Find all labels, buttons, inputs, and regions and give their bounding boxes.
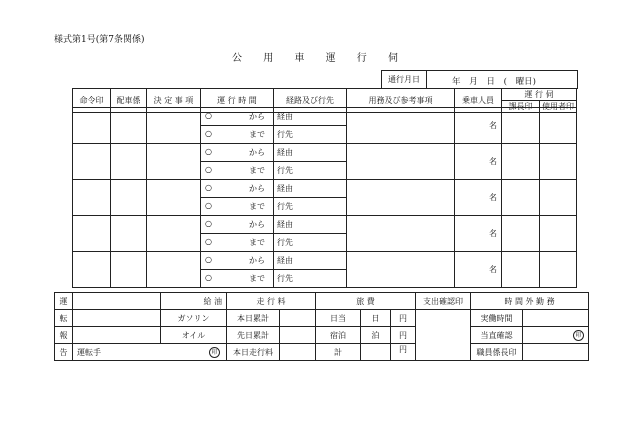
dest-cell[interactable] — [274, 198, 347, 216]
operation-rows — [72, 107, 577, 288]
dest-cell[interactable] — [274, 126, 347, 144]
via-label: 経由 — [277, 184, 293, 193]
duty-confirm-seal[interactable] — [523, 327, 589, 344]
order-seal-cell[interactable] — [73, 108, 111, 144]
decision-cell[interactable] — [147, 216, 201, 252]
date-label: 通行月日 — [382, 71, 427, 88]
dest-label: 行先 — [277, 166, 293, 175]
user-seal-cell[interactable] — [540, 180, 577, 216]
night-label: 泊 — [361, 327, 391, 344]
duty-confirm-label: 当直確認 — [471, 327, 523, 344]
report-side-4: 告 — [55, 344, 73, 361]
header-decision: 決 定 事 項 — [147, 89, 201, 113]
date-value[interactable]: 年 月 日 ( 曜日) — [452, 77, 536, 87]
confirm-seal-label: 支出確認印 — [416, 293, 471, 310]
driver-label: 運転手 — [77, 347, 101, 357]
report-side-2: 転 — [55, 310, 73, 327]
report-side-1: 運 — [55, 293, 73, 310]
dispatch-cell[interactable] — [111, 252, 147, 288]
from-label: から — [249, 184, 265, 193]
staff-chief-label: 職員係長印 — [471, 344, 523, 361]
driver-field[interactable] — [73, 344, 227, 361]
dest-label: 行先 — [277, 274, 293, 283]
seal-icon: 印 — [573, 330, 584, 341]
date-box — [381, 70, 578, 89]
decision-cell[interactable] — [147, 252, 201, 288]
via-label: 経由 — [277, 148, 293, 157]
circle-mark: ○ — [205, 219, 212, 228]
decision-cell[interactable] — [147, 108, 201, 144]
dest-label: 行先 — [277, 238, 293, 247]
passengers-cell[interactable] — [455, 144, 502, 180]
via-cell[interactable] — [274, 252, 347, 270]
dest-cell[interactable] — [274, 162, 347, 180]
seal-icon: 印 — [209, 347, 220, 358]
header-passengers: 乗車人員 — [455, 89, 502, 113]
order-seal-cell[interactable] — [73, 216, 111, 252]
dest-cell[interactable] — [274, 270, 347, 288]
table-row — [73, 108, 577, 126]
circle-mark: ○ — [205, 237, 212, 246]
via-cell[interactable] — [274, 216, 347, 234]
user-seal-cell[interactable] — [540, 216, 577, 252]
actual-value[interactable] — [523, 310, 589, 327]
user-seal-cell[interactable] — [540, 108, 577, 144]
circle-mark: ○ — [205, 165, 212, 174]
page-title: 公 用 車 運 行 伺 — [232, 53, 398, 64]
table-row — [73, 252, 577, 270]
to-label: まで — [249, 130, 265, 139]
circle-mark: ○ — [205, 255, 212, 264]
dispatch-cell[interactable] — [111, 180, 147, 216]
via-cell[interactable] — [274, 108, 347, 126]
header-dispatch: 配車係 — [111, 89, 147, 113]
time-from-cell[interactable] — [201, 144, 274, 162]
purpose-cell[interactable] — [347, 216, 455, 252]
blank-a3[interactable] — [73, 327, 161, 344]
circle-mark: ○ — [205, 129, 212, 138]
blank-a1[interactable] — [73, 293, 161, 310]
today-run-label: 本日走行料 — [227, 344, 280, 361]
purpose-cell[interactable] — [347, 108, 455, 144]
purpose-cell[interactable] — [347, 252, 455, 288]
chief-seal-cell[interactable] — [502, 216, 540, 252]
chief-seal-cell[interactable] — [502, 144, 540, 180]
dispatch-cell[interactable] — [111, 144, 147, 180]
chief-seal-cell[interactable] — [502, 252, 540, 288]
actual-label: 実働時間 — [471, 310, 523, 327]
time-from-cell[interactable] — [201, 108, 274, 126]
travel-label: 旅 費 — [316, 293, 416, 310]
circle-mark: ○ — [205, 273, 212, 282]
via-cell[interactable] — [274, 144, 347, 162]
yen-label-3: 円 — [391, 344, 416, 361]
dispatch-cell[interactable] — [111, 108, 147, 144]
circle-mark: ○ — [205, 111, 212, 120]
mileage-label: 走 行 料 — [227, 293, 316, 310]
dest-label: 行先 — [277, 202, 293, 211]
overtime-label: 時 間 外 勤 務 — [471, 293, 589, 310]
passengers-cell[interactable] — [455, 180, 502, 216]
to-label: まで — [249, 166, 265, 175]
oil-label: オイル — [161, 327, 227, 344]
confirm-seal-box[interactable] — [416, 310, 471, 361]
time-from-cell[interactable] — [201, 252, 274, 270]
today-run-value[interactable] — [280, 344, 316, 361]
blank-a2[interactable] — [73, 310, 161, 327]
persons-label: 名 — [489, 229, 497, 238]
purpose-cell[interactable] — [347, 180, 455, 216]
header-user-seal: 使用者印 — [540, 101, 577, 113]
passengers-cell[interactable] — [455, 252, 502, 288]
report-table — [54, 292, 589, 361]
from-label: から — [249, 112, 265, 121]
to-label: まで — [249, 238, 265, 247]
form-code: 様式第1号(第7条関係) — [54, 35, 145, 45]
from-label: から — [249, 148, 265, 157]
dispatch-cell[interactable] — [111, 216, 147, 252]
header-route: 経路及び行先 — [274, 89, 347, 113]
dest-label: 行先 — [277, 130, 293, 139]
via-cell[interactable] — [274, 180, 347, 198]
from-label: から — [249, 220, 265, 229]
today-total-value[interactable] — [280, 310, 316, 327]
persons-label: 名 — [489, 193, 497, 202]
prev-total-label: 先日累計 — [227, 327, 280, 344]
header-order-seal: 命令印 — [73, 89, 111, 113]
sum-value[interactable] — [361, 344, 391, 361]
dest-cell[interactable] — [274, 234, 347, 252]
via-label: 経由 — [277, 220, 293, 229]
chief-seal-cell[interactable] — [502, 108, 540, 144]
staff-chief-seal[interactable] — [523, 344, 589, 361]
header-time: 運 行 時 間 — [201, 89, 274, 113]
order-seal-cell[interactable] — [73, 252, 111, 288]
order-seal-cell[interactable] — [73, 144, 111, 180]
table-row — [73, 144, 577, 162]
time-from-cell[interactable] — [201, 180, 274, 198]
order-seal-cell[interactable] — [73, 180, 111, 216]
decision-cell[interactable] — [147, 180, 201, 216]
table-row — [73, 180, 577, 198]
lodging-label: 宿泊 — [316, 327, 361, 344]
to-label: まで — [249, 274, 265, 283]
purpose-cell[interactable] — [347, 144, 455, 180]
time-to-cell[interactable] — [201, 198, 274, 216]
daily-label: 日当 — [316, 310, 361, 327]
gasoline-label: ガソリン — [161, 310, 227, 327]
passengers-cell[interactable] — [455, 216, 502, 252]
passengers-cell[interactable] — [455, 108, 502, 144]
header-operation: 運 行 伺 — [502, 89, 577, 101]
fuel-label: 給 油 — [161, 293, 227, 310]
user-seal-cell[interactable] — [540, 144, 577, 180]
from-label: から — [249, 256, 265, 265]
via-label: 経由 — [277, 256, 293, 265]
persons-label: 名 — [489, 121, 497, 130]
header-chief-seal: 課長印 — [502, 101, 540, 113]
sum-label: 計 — [316, 344, 361, 361]
persons-label: 名 — [489, 265, 497, 274]
yen-label-1: 円 — [391, 310, 416, 327]
via-label: 経由 — [277, 112, 293, 121]
time-to-cell[interactable] — [201, 270, 274, 288]
table-row — [73, 216, 577, 234]
circle-mark: ○ — [205, 147, 212, 156]
report-side-3: 報 — [55, 327, 73, 344]
yen-label-2: 円 — [391, 327, 416, 344]
to-label: まで — [249, 202, 265, 211]
circle-mark: ○ — [205, 201, 212, 210]
time-from-cell[interactable] — [201, 216, 274, 234]
header-purpose: 用務及び参考事項 — [347, 89, 455, 113]
persons-label: 名 — [489, 157, 497, 166]
time-to-cell[interactable] — [201, 126, 274, 144]
time-to-cell[interactable] — [201, 162, 274, 180]
chief-seal-cell[interactable] — [502, 180, 540, 216]
time-to-cell[interactable] — [201, 234, 274, 252]
today-total-label: 本日累計 — [227, 310, 280, 327]
user-seal-cell[interactable] — [540, 252, 577, 288]
decision-cell[interactable] — [147, 144, 201, 180]
day-label: 日 — [361, 310, 391, 327]
prev-total-value[interactable] — [280, 327, 316, 344]
circle-mark: ○ — [205, 183, 212, 192]
